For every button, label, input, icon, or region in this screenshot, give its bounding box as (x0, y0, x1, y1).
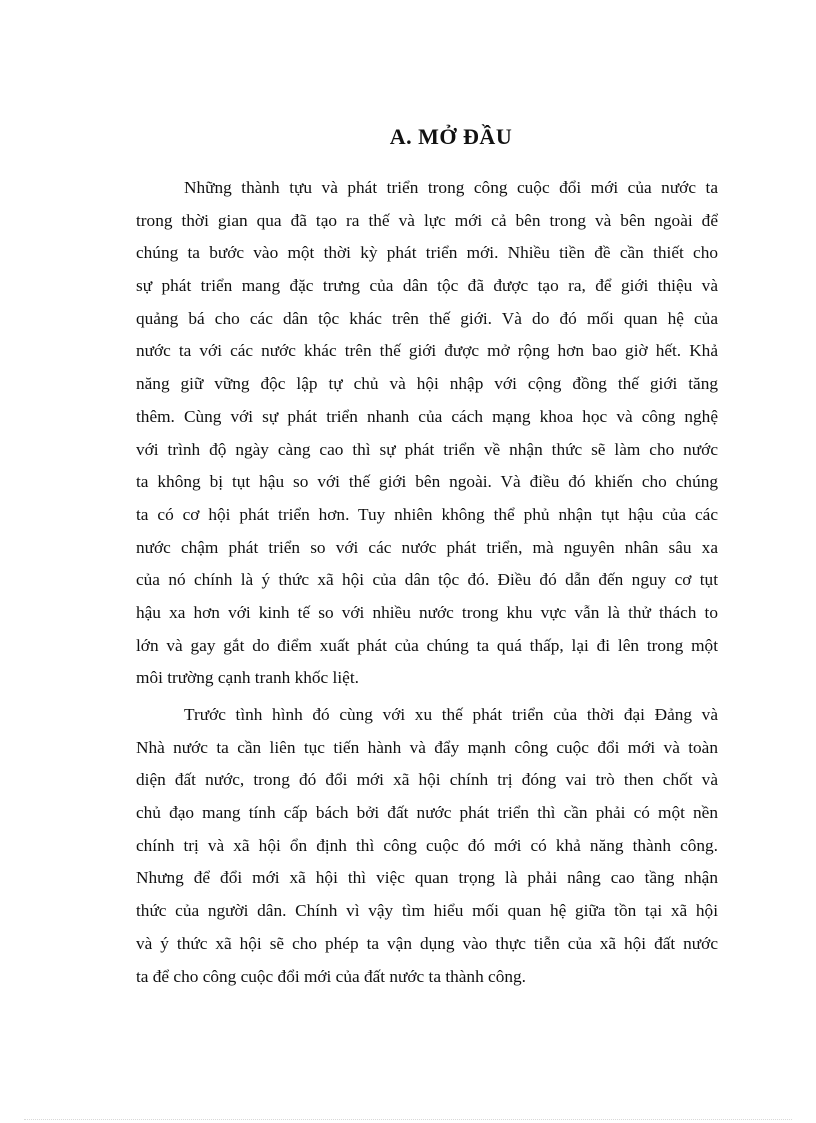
paragraph-line: môi trường cạnh tranh khốc liệt. (136, 668, 359, 688)
page-bottom-divider (24, 1119, 792, 1120)
paragraph-1 (136, 172, 718, 695)
paragraph-line: chúng ta bước vào một thời kỳ phát triển mới. Nhiều tiền đề cần thiết cho (136, 243, 718, 263)
paragraph-line: trong thời gian qua đã tạo ra thế và lực mới cả bên trong và bên ngoài để (136, 210, 718, 230)
paragraph-line: nước ta với các nước khác trên thế giới được mở rộng hơn bao giờ hết. Khả (136, 341, 718, 361)
paragraph-line: quảng bá cho các dân tộc khác trên thế giới. Và do đó mối quan hệ của (136, 308, 718, 328)
paragraph-line: diện đất nước, trong đó đổi mới xã hội chính trị đóng vai trò then chốt và (136, 770, 718, 790)
paragraph-line: ta có cơ hội phát triển hơn. Tuy nhiên không thể phủ nhận tụt hậu của các (136, 504, 718, 524)
paragraph-line: Nhưng để đổi mới xã hội thì việc quan trọng là phải nâng cao tầng nhận (136, 868, 718, 888)
paragraph-line: ta không bị tụt hậu so với thế giới bên ngoài. Và điều đó khiến cho chúng (136, 472, 718, 492)
paragraph-line: Những thành tựu và phát triển trong công cuộc đổi mới của nước ta (184, 178, 718, 197)
paragraph-line: của nó chính là ý thức xã hội của dân tộc đó. Điều đó dẫn đến nguy cơ tụt (136, 570, 718, 590)
paragraph-line: hậu xa hơn với kinh tế so với nhiều nước trong khu vực vẫn là thử thách to (136, 602, 718, 622)
paragraph-2 (136, 699, 718, 993)
paragraph-line: Nhà nước ta cần liên tục tiến hành và đẩy mạnh công cuộc đổi mới và toàn (136, 737, 718, 757)
paragraph-line: và ý thức xã hội sẽ cho phép ta vận dụng vào thực tiễn của xã hội đất nước (136, 933, 718, 953)
paragraph-line: ta để cho công cuộc đổi mới của đất nước ta thành công. (136, 966, 526, 986)
paragraph-line: thức của người dân. Chính vì vậy tìm hiểu mối quan hệ giữa tồn tại xã hội (136, 901, 718, 921)
paragraph-line: nước chậm phát triển so với các nước phát triển, mà nguyên nhân sâu xa (136, 537, 718, 557)
paragraph-line: sự phát triển mang đặc trưng của dân tộc đã được tạo ra, để giới thiệu và (136, 276, 718, 296)
paragraph-line: năng giữ vững độc lập tự chủ và hội nhập với cộng đồng thế giới tăng (136, 374, 718, 394)
paragraph-line: Trước tình hình đó cùng với xu thế phát triển của thời đại Đảng và (184, 705, 718, 724)
paragraph-line: với trình độ ngày càng cao thì sự phát triển về nhận thức sẽ làm cho nước (136, 439, 718, 459)
page-title: A. MỞ ĐẦU (389, 124, 513, 149)
paragraph-line: thêm. Cùng với sự phát triển nhanh của cách mạng khoa học và công nghệ (136, 406, 718, 426)
paragraph-line: chính trị và xã hội ổn định thì công cuộc đó mới có khả năng thành công. (136, 835, 718, 855)
paragraph-line: lớn và gay gắt do điểm xuất phát của chúng ta quá thấp, lại đi lên trong một (136, 635, 718, 655)
paragraph-line: chủ đạo mang tính cấp bách bởi đất nước phát triển thì cần phải có một nền (136, 803, 718, 823)
